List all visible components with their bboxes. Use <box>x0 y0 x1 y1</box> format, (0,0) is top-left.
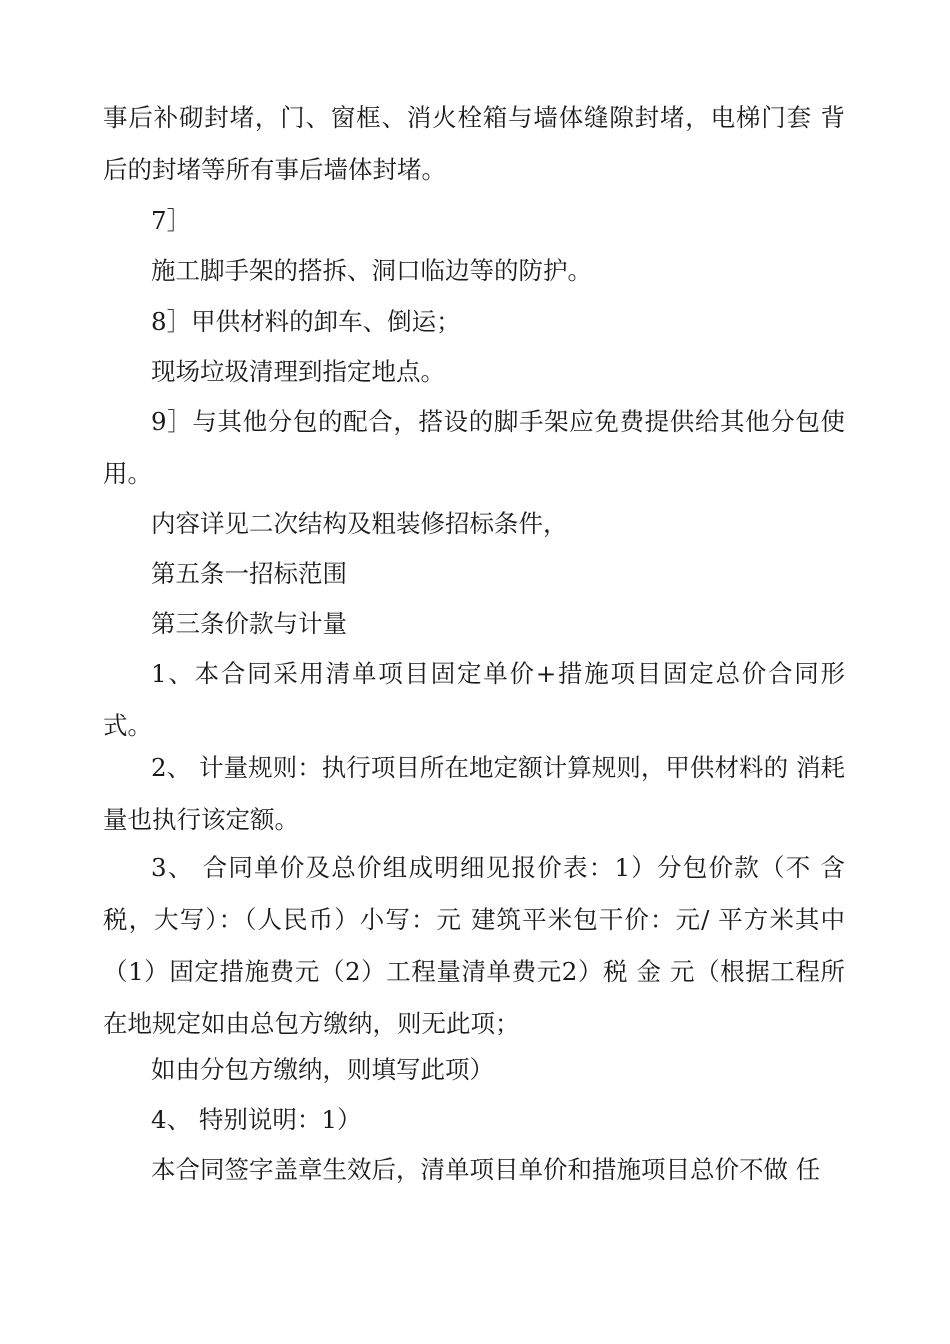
paragraph-subcontractor-tax: 如由分包方缴纳，则填写此项） <box>151 1055 494 1084</box>
paragraph-item-9-coordination: 9］与其他分包的配合，搭设的脚手架应免费提供给其他分包使用。 <box>103 407 845 488</box>
paragraph-clause-1-contract-form: 1、本合同采用清单项目固定单价+措施项目固定总价合同形式。 <box>103 659 845 740</box>
paragraph-clause-2-measurement: 2、 计量规则：执行项目所在地定额计算规则，甲供材料的 消耗量也执行该定额。 <box>103 753 845 834</box>
paragraph-article-5-heading: 第五条一招标范围 <box>151 559 347 588</box>
paragraph-item-7-number: 7］ <box>151 206 192 235</box>
paragraph-clause-4-special: 4、 特别说明：1） <box>151 1105 362 1134</box>
paragraph-signing-effect: 本合同签字盖章生效后，清单项目单价和措施项目总价不做 任 <box>151 1155 821 1184</box>
paragraph-scaffold-protection: 施工脚手架的搭拆、洞口临边等的防护。 <box>151 256 592 285</box>
paragraph-item-8-unloading: 8］甲供材料的卸车、倒运； <box>151 307 461 336</box>
paragraph-site-cleanup: 现场垃圾清理到指定地点。 <box>151 357 445 386</box>
paragraph-clause-3-pricing: 3、 合同单价及总价组成明细见报价表：1）分包价款（不 含税，大写）：（人民币）小写：元 建筑平米包干价：元/ 平方米其中（1）固定措施费元（2）工程量清单费元2）税 金 元（根据工程所在地规定如由总包方缴纳，则无此项； <box>103 853 845 1038</box>
paragraph-content-details: 内容详见二次结构及粗装修招标条件， <box>151 509 568 538</box>
paragraph-article-3-heading: 第三条价款与计量 <box>151 609 347 638</box>
paragraph-wall-sealing: 事后补砌封堵，门、窗框、消火栓箱与墙体缝隙封堵，电梯门套 背后的封堵等所有事后墙体封堵。 <box>103 103 845 184</box>
